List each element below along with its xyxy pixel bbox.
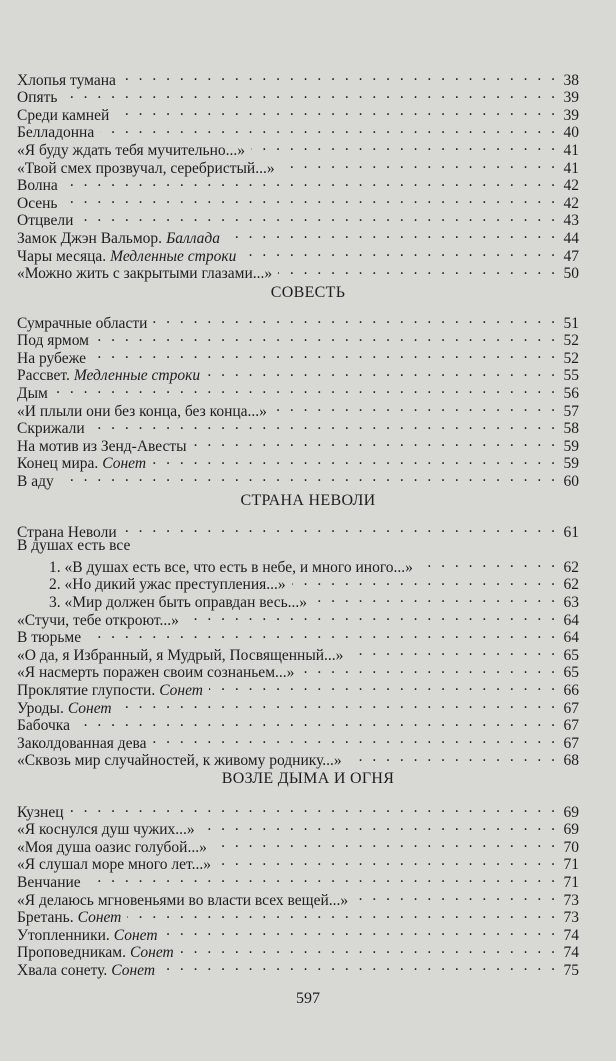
entry-title-text: Осень [17, 194, 58, 212]
dot-leader [87, 625, 555, 643]
entry-title-text: «Я слушал море много лет...» [17, 856, 211, 874]
entry-title-text: «Моя душа оазис голубой...» [17, 838, 207, 856]
dot-leader [122, 67, 555, 85]
dot-leader [281, 155, 555, 173]
toc-entry [17, 642, 579, 664]
entry-page: 71 [563, 873, 579, 891]
entry-page: 39 [563, 106, 579, 124]
toc-entry [17, 433, 579, 455]
page-number: 597 [296, 990, 320, 1007]
dot-leader [123, 519, 555, 537]
dot-leader [70, 799, 555, 817]
entry-title-text: «Я делаюсь мгновеньями во власти всех вещей...» [17, 891, 349, 909]
toc-entry [17, 519, 579, 541]
dot-leader [348, 748, 555, 766]
entry-title-text: Чары месяца. [17, 247, 107, 265]
dot-leader [201, 817, 555, 835]
entry-page: 41 [563, 141, 579, 159]
entry-title [17, 107, 109, 125]
dot-leader [193, 433, 555, 451]
toc-entry [17, 67, 579, 89]
entry-page: 74 [563, 944, 579, 962]
entry-title [49, 576, 286, 594]
entry-title [17, 874, 81, 892]
toc-entry [17, 398, 579, 420]
entry-title [17, 821, 195, 839]
dot-leader [349, 642, 555, 660]
entry-title-text: Проклятие глупости. [17, 681, 156, 699]
entry-title-text: Конец мира. [17, 455, 99, 473]
entry-title [17, 89, 57, 107]
entry-title [17, 717, 70, 735]
dot-leader [180, 940, 555, 958]
toc-entry [17, 225, 579, 247]
toc-entry [17, 85, 579, 107]
entry-page: 57 [563, 402, 579, 420]
dot-leader [60, 468, 555, 486]
entry-title-text: Под ярмом [17, 332, 89, 350]
dot-leader [213, 834, 555, 852]
entry-title [17, 647, 343, 665]
entry-page: 47 [563, 247, 579, 265]
dot-leader [161, 957, 555, 975]
entry-title-text: Утопленники. [17, 926, 110, 944]
entry-page: 40 [563, 124, 579, 142]
entry-title [17, 332, 89, 350]
toc-block [17, 519, 579, 770]
dot-leader [419, 554, 555, 572]
entry-title-text: Уроды. [17, 699, 64, 717]
dot-leader [127, 905, 555, 923]
entry-title-text: Белладонна [17, 124, 95, 142]
dot-leader [64, 190, 555, 208]
entry-page: 73 [563, 909, 579, 927]
entry-page: 69 [563, 821, 579, 839]
entry-title-text: Волна [17, 177, 58, 195]
entry-title-text: «Твой смех прозвучал, серебристый...» [17, 159, 275, 177]
toc-block [17, 310, 579, 490]
entry-page: 42 [563, 194, 579, 212]
entry-title [17, 629, 81, 647]
entry-title [17, 124, 94, 142]
dot-leader [273, 398, 555, 416]
entry-title-text: Кузнец [17, 803, 64, 821]
entry-title [17, 473, 54, 491]
toc-entry [17, 713, 579, 735]
toc-entry [17, 190, 579, 212]
entry-title [17, 420, 85, 438]
dot-leader [87, 869, 555, 887]
entry-genre: Баллада [166, 229, 221, 247]
entry-genre: Сонет [67, 699, 112, 717]
dot-leader [64, 173, 555, 191]
entry-genre: Сонет [113, 926, 158, 944]
entry-title [17, 537, 130, 555]
entry-page: 66 [563, 681, 579, 699]
dot-leader [226, 225, 555, 243]
section-heading-vozle-dyma: ВОЗЛЕ ДЫМА И ОГНЯ [221, 770, 395, 787]
toc-entry [17, 817, 579, 839]
toc-entry [17, 345, 579, 367]
entry-title-text: В тюрьме [17, 629, 82, 647]
dot-leader [92, 345, 555, 363]
dot-leader [91, 416, 555, 434]
entry-genre: Медленные строки [110, 247, 237, 265]
entry-page: 65 [563, 646, 579, 664]
entry-title [17, 230, 220, 248]
entry-page: 61 [563, 523, 579, 541]
entry-title [17, 385, 48, 403]
entry-title-text: Скрижали [17, 420, 85, 438]
toc-entry [17, 120, 579, 142]
dot-leader [354, 887, 555, 905]
toc-entry [17, 416, 579, 438]
entry-page: 65 [563, 664, 579, 682]
dot-leader [206, 363, 555, 381]
entry-page: 73 [563, 891, 579, 909]
entry-title-text: Заколдованная дева [17, 734, 147, 752]
dot-leader [217, 852, 555, 870]
entry-title [17, 142, 245, 160]
toc-block [17, 67, 579, 283]
entry-title [17, 265, 272, 283]
entry-page: 59 [563, 455, 579, 473]
entry-page: 52 [563, 332, 579, 350]
entry-page: 69 [563, 803, 579, 821]
entry-title-text: Среди камней [17, 106, 110, 124]
dot-leader [79, 208, 555, 226]
dot-leader [63, 85, 555, 103]
entry-title-text: Рассвет. [17, 367, 70, 385]
toc-entry [17, 310, 579, 332]
entry-page: 44 [563, 229, 579, 247]
entry-page: 62 [563, 558, 579, 576]
toc-entry [17, 363, 579, 385]
toc-entry [17, 554, 579, 576]
entry-page: 68 [563, 752, 579, 770]
entry-title-text: В аду [17, 472, 54, 490]
entry-title-text: «Можно жить с закрытыми глазами...» [17, 265, 273, 283]
dot-leader [76, 713, 555, 731]
dot-leader [292, 572, 555, 590]
toc-entry [17, 799, 579, 821]
entry-title [17, 944, 174, 962]
entry-genre: Сонет [77, 909, 122, 927]
entry-title-text: Дым [17, 384, 48, 402]
entry-title-text: Бабочка [17, 717, 70, 735]
entry-genre: Медленные строки [73, 367, 201, 385]
entry-title-text: «Я буду ждать тебя мучительно...» [17, 141, 246, 159]
entry-title [17, 212, 73, 230]
entry-title-text: Отцвели [17, 212, 74, 230]
entry-page: 70 [563, 838, 579, 856]
entry-title-text: «О да, я Избранный, я Мудрый, Посвященный...» [17, 646, 344, 664]
entry-title-text: На мотив из Зенд-Авесты [17, 437, 187, 455]
dot-leader [54, 380, 555, 398]
entry-page: 60 [563, 472, 579, 490]
entry-title-text: 3. «Мир должен быть оправдан весь...» [49, 593, 308, 611]
entry-page: 52 [563, 349, 579, 367]
dot-leader [95, 328, 555, 346]
dot-leader [153, 310, 555, 328]
dot-leader [251, 137, 555, 155]
dot-leader [185, 607, 555, 625]
entry-page: 58 [563, 420, 579, 438]
toc-entry [17, 869, 579, 891]
entry-page: 41 [563, 159, 579, 177]
dot-leader [152, 451, 555, 469]
section-heading-sovest: СОВЕСТЬ [270, 284, 346, 301]
entry-genre: Сонет [159, 681, 203, 699]
dot-leader [100, 120, 555, 138]
entry-title [17, 195, 58, 213]
entry-page: 62 [563, 576, 579, 594]
entry-page: 67 [563, 717, 579, 735]
dot-leader [278, 261, 555, 279]
entry-genre: Сонет [102, 455, 147, 473]
entry-title-text: Замок Джэн Вальмор. [17, 229, 163, 247]
entry-title [17, 962, 155, 980]
dot-leader [118, 695, 555, 713]
entry-title-text: 1. «В душах есть все, что есть в небе, и много иного...» [49, 558, 413, 576]
toc-entry [17, 102, 579, 124]
entry-page: 74 [563, 926, 579, 944]
entry-title-text: Проповедникам. [17, 944, 126, 962]
entry-title-text: «Я коснулся душ чужих...» [17, 821, 195, 839]
dot-leader [153, 730, 555, 748]
entry-title-text: На рубеже [17, 349, 86, 367]
entry-title-text: Венчание [17, 873, 81, 891]
entry-page: 39 [563, 89, 579, 107]
entry-title [17, 927, 158, 945]
entry-page: 67 [563, 699, 579, 717]
dot-leader [164, 922, 555, 940]
entry-title-text: Страна Неволи [17, 523, 117, 541]
entry-title-text: «Стучи, тебе откроют...» [17, 611, 179, 629]
toc-entry [17, 328, 579, 350]
entry-page: 64 [563, 611, 579, 629]
entry-title-text: Бретань. [17, 909, 74, 927]
entry-title [17, 752, 342, 770]
section-heading-strana-nevoli: СТРАНА НЕВОЛИ [240, 492, 376, 509]
toc-entry [17, 730, 579, 752]
entry-page: 50 [563, 265, 579, 283]
dot-leader [115, 102, 555, 120]
dot-leader [300, 660, 555, 678]
entry-page: 38 [563, 71, 579, 89]
dot-leader [209, 677, 555, 695]
entry-title-text: Хлопья тумана [17, 71, 116, 89]
entry-title [17, 248, 236, 266]
toc-entry [17, 468, 579, 490]
entry-title-text: Хвала сонету. [17, 961, 108, 979]
toc-entry [17, 887, 579, 909]
entry-title-text: «И плыли они без конца, без конца...» [17, 402, 267, 420]
entry-title [17, 804, 64, 822]
entry-page: 71 [563, 856, 579, 874]
toc-block [17, 799, 579, 979]
entry-genre: Сонет [129, 944, 174, 962]
entry-page: 55 [563, 367, 579, 385]
entry-title-text: В душах есть все [17, 536, 131, 554]
entry-title [17, 735, 147, 753]
entry-title-text: Сумрачные области [17, 314, 148, 332]
toc-entry [17, 625, 579, 647]
entry-page: 63 [563, 593, 579, 611]
entry-page: 43 [563, 212, 579, 230]
toc-entry [17, 380, 579, 402]
toc-entry [17, 137, 579, 159]
entry-page: 59 [563, 437, 579, 455]
entry-page: 64 [563, 629, 579, 647]
entry-title-text: 2. «Но дикий ужас преступления...» [49, 576, 286, 594]
dot-leader [242, 243, 555, 261]
entry-title-text: «Я насмерть поражен своим сознаньем...» [17, 664, 295, 682]
toc-entry [17, 173, 579, 195]
entry-genre: Сонет [111, 961, 156, 979]
entry-title [17, 350, 86, 368]
dot-leader [313, 589, 555, 607]
entry-title [17, 839, 207, 857]
entry-page: 56 [563, 384, 579, 402]
toc-entry [17, 208, 579, 230]
entry-title-text: Опять [17, 89, 58, 107]
entry-page: 67 [563, 734, 579, 752]
entry-title-text: «Сквозь мир случайностей, к живому роднику...» [17, 752, 342, 770]
entry-page: 75 [563, 961, 579, 979]
entry-page: 42 [563, 177, 579, 195]
entry-title [17, 909, 121, 927]
toc-entry [17, 537, 579, 555]
entry-title [17, 177, 58, 195]
entry-page: 51 [563, 314, 579, 332]
